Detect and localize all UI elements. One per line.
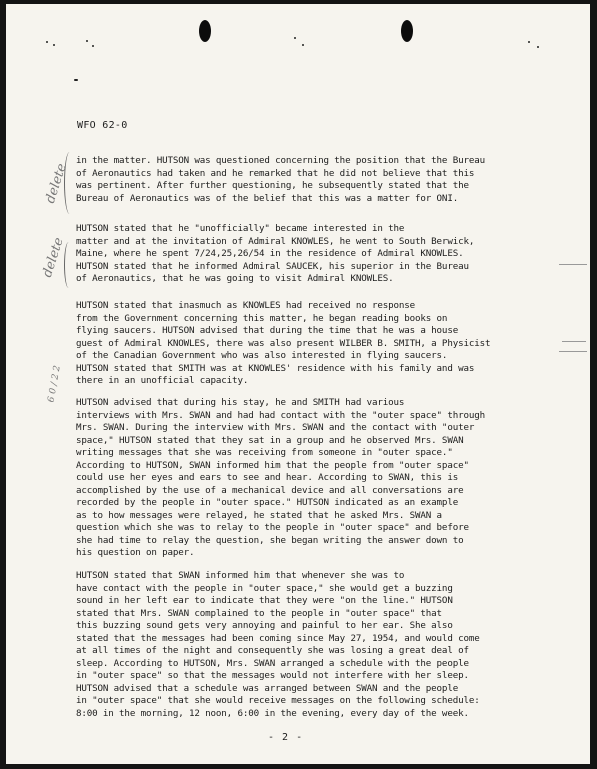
text-line: in the matter. HUTSON was questioned concerning the position that the Bureau <box>76 155 485 166</box>
text-line: HUTSON advised that a schedule was arranged between SWAN and the people <box>76 682 459 694</box>
text-line: HUTSON stated that he "unofficially" became interested in the <box>76 223 405 234</box>
text-line: as to how messages were relayed, he stated that he asked Mrs. SWAN a <box>76 509 442 521</box>
margin-bracket <box>64 152 75 214</box>
text-line: question which she was to relay to the people in "outer space" and before <box>76 522 469 533</box>
text-line: HUTSON advised that during his stay, he and SMITH had various <box>76 397 405 408</box>
text-line: 8:00 in the morning, 12 noon, 6:00 in the evening, every day of the week. <box>76 707 469 719</box>
text-line: sound in her left ear to indicate that they were "on the line." HUTSON <box>76 595 453 606</box>
dust-speck <box>528 41 530 43</box>
margin-scribble-line <box>559 264 587 265</box>
dust-speck <box>86 40 88 42</box>
file-number: WFO 62-0 <box>77 120 128 131</box>
text-line: flying saucers. HUTSON advised that during the time that he was a house <box>76 325 459 336</box>
text-line: recorded by the people in "outer space." HUTSON indicated as an example <box>76 497 459 508</box>
text-line: According to HUTSON, SWAN informed him that the people from "outer space" <box>76 459 469 471</box>
text-line: this buzzing sound gets very annoying and painful to her ear. She also <box>76 620 453 631</box>
dust-speck <box>46 41 48 43</box>
text-line: guest of Admiral KNOWLES, there was also present WILBER B. SMITH, a Physicist <box>76 337 491 349</box>
text-line: of Aeronautics, that he was going to visit Admiral KNOWLES. <box>76 273 394 284</box>
text-line: from the Government concerning this matter, he began reading books on <box>76 312 448 324</box>
dust-speck <box>74 79 78 81</box>
paragraph <box>76 300 556 388</box>
text-line: of the Canadian Government who was also interested in flying saucers. <box>76 350 448 361</box>
paragraph <box>76 223 556 286</box>
punch-hole-left <box>199 20 211 42</box>
text-line: was pertinent. After further questioning, he subsequently stated that the <box>76 180 469 191</box>
margin-scribble-line <box>562 341 586 342</box>
text-line: HUTSON stated that inasmuch as KNOWLES had received no response <box>76 300 416 311</box>
dust-speck <box>53 44 55 46</box>
page-number: - 2 - <box>268 732 304 743</box>
dust-speck <box>537 46 539 48</box>
text-line: she had time to relay the question, she began writing the answer down to <box>76 534 464 546</box>
document-page <box>6 4 590 764</box>
text-line: HUTSON stated that SMITH was at KNOWLES' residence with his family and was <box>76 362 475 374</box>
text-line: there in an unofficial capacity. <box>76 375 249 386</box>
text-line: matter and at the invitation of Admiral KNOWLES, he went to South Berwick, <box>76 235 475 247</box>
text-line: Bureau of Aeronautics was of the belief that this was a matter for ONI. <box>76 192 459 204</box>
dust-speck <box>92 45 94 47</box>
text-line: accomplished by the use of a mechanical device and all conversations are <box>76 484 464 496</box>
text-line: at all times of the night and consequently she was losing a great deal of <box>76 645 469 656</box>
text-line: space," HUTSON stated that they sat in a group and he observed Mrs. SWAN <box>76 434 464 446</box>
text-line: his question on paper. <box>76 547 195 558</box>
text-line: writing messages that she was receiving from someone in "outer space." <box>76 447 453 458</box>
text-line: stated that the messages had been coming since May 27, 1954, and would come <box>76 632 480 644</box>
dust-speck <box>302 44 304 46</box>
text-line: Mrs. SWAN. During the interview with Mrs. SWAN and the contact with "outer <box>76 422 475 433</box>
text-line: in "outer space" that she would receive messages on the following schedule: <box>76 695 480 706</box>
text-line: HUTSON stated that SWAN informed him that whenever she was to <box>76 570 405 581</box>
punch-hole-right <box>401 20 413 42</box>
text-line: in "outer space" so that the messages would not interfere with her sleep. <box>76 670 469 681</box>
text-line: stated that Mrs. SWAN complained to the people in "outer space" that <box>76 607 442 619</box>
paragraph <box>76 155 556 205</box>
margin-note-delete: delete <box>39 235 67 280</box>
text-line: HUTSON stated that he informed Admiral SAUCEK, his superior in the Bureau <box>76 260 469 272</box>
margin-scribble-line <box>559 351 587 352</box>
paragraph <box>76 397 556 560</box>
text-line: of Aeronautics had taken and he remarked that he did not believe that this <box>76 167 475 179</box>
text-line: Maine, where he spent 7/24,25,26/54 in the residence of Admiral KNOWLES. <box>76 248 464 259</box>
margin-scribble: 6 0 / 2 2 <box>46 364 63 404</box>
margin-bracket <box>64 242 73 288</box>
margin-note-delete: delete <box>42 161 70 206</box>
text-line: have contact with the people in "outer space," she would get a buzzing <box>76 582 453 594</box>
text-line: sleep. According to HUTSON, Mrs. SWAN arranged a schedule with the people <box>76 657 469 669</box>
dust-speck <box>294 37 296 39</box>
text-line: could use her eyes and ears to see and hear. According to SWAN, this is <box>76 472 459 483</box>
text-line: interviews with Mrs. SWAN and had had contact with the "outer space" through <box>76 409 485 421</box>
paragraph <box>76 570 556 720</box>
